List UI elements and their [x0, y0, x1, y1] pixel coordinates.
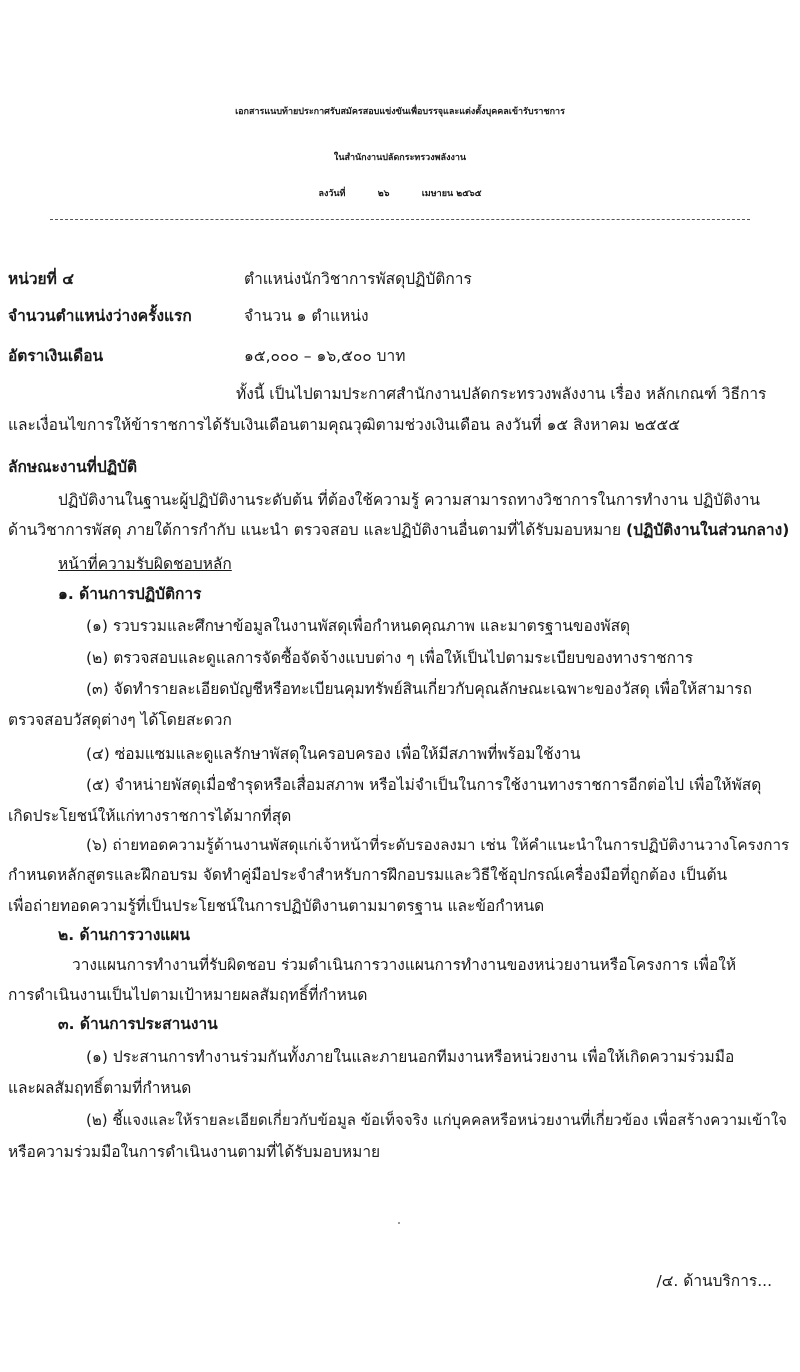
- date-month-year: เมษายน ๒๕๖๕: [421, 189, 482, 199]
- sec3-item2-line2: หรือความร่วมมือในการดำเนินงานตามที่ได้รับมอบหมาย: [8, 1143, 381, 1161]
- sec3-item1-line2: และผลสัมฤทธิ์ตามที่กำหนด: [8, 1079, 192, 1097]
- salary-label: อัตราเงินเดือน: [8, 347, 104, 365]
- job-location: (ปฏิบัติงานในส่วนกลาง): [626, 521, 790, 539]
- header-date: [0, 186, 800, 200]
- job-desc-line2: [8, 517, 789, 542]
- sec3-heading: ๓. ด้านการประสานงาน: [58, 1015, 218, 1033]
- job-desc-line1: ปฏิบัติงานในฐานะผู้ปฏิบัติงานระดับต้น ที่ต้องใช้ความรู้ ความสามารถทางวิชาการในการทำงาน ปฏิบัติงาน: [58, 491, 761, 509]
- header-title-line2: ในสำนักงานปลัดกระทรวงพลังงาน: [333, 153, 467, 163]
- sec1-item6-line3: เพื่อถ่ายทอดความรู้ที่เป็นประโยชน์ในการปฏิบัติงานตามมาตรฐาน และข้อกำหนด: [8, 897, 545, 915]
- job-heading: ลักษณะงานที่ปฏิบัติ: [8, 458, 138, 476]
- scan-speck: [398, 1222, 400, 1224]
- sec1-item5-line1: (๕) จำหน่ายพัสดุเมื่อชำรุดหรือเสื่อมสภาพ หรือไม่จำเป็นในการใช้งานทางราชการอีกต่อไป เพื่อให้พัสดุ: [86, 776, 762, 794]
- sec2-heading: ๒. ด้านการวางแผน: [58, 926, 190, 944]
- date-day: ๒๖: [377, 189, 390, 199]
- sec1-item2: (๒) ตรวจสอบและดูแลการจัดซื้อจัดจ้างแบบต่าง ๆ เพื่อให้เป็นไปตามระเบียบของทางราชการ: [86, 649, 694, 667]
- count-value: จำนวน ๑ ตำแหน่ง: [244, 307, 369, 325]
- sec1-item6-line1: (๖) ถ่ายทอดความรู้ด้านงานพัสดุแก่เจ้าหน้าที่ระดับรองลงมา เช่น ให้คำแนะนำในการปฏิบัติงานวางโครงการ: [86, 836, 790, 854]
- sec3-item1-line1: (๑) ประสานการทำงานร่วมกันทั้งภายในและภายนอกทีมงานหรือหน่วยงาน เพื่อให้เกิดความร่วมมือ: [86, 1048, 735, 1066]
- sec2-para-line1: วางแผนการทำงานที่รับผิดชอบ ร่วมดำเนินการวางแผนการทำงานของหน่วยงานหรือโครงการ เพื่อให้: [72, 956, 737, 974]
- sec1-item3-line1: (๓) จัดทำรายละเอียดบัญชีหรือทะเบียนคุมทรัพย์สินเกี่ยวกับคุณลักษณะเฉพาะของวัสดุ เพื่อให้สามารถ: [86, 680, 753, 698]
- sec2-para-line2: การดำเนินงานเป็นไปตามเป้าหมายผลสัมฤทธิ์ที่กำหนด: [8, 986, 368, 1004]
- count-label: จำนวนตำแหน่งว่างครั้งแรก: [8, 307, 192, 325]
- sec1-heading: ๑. ด้านการปฏิบัติการ: [58, 585, 202, 603]
- job-desc-text: ด้านวิชาการพัสดุ ภายใต้การกำกับ แนะนำ ตรวจสอบ และปฏิบัติงานอื่นตามที่ได้รับมอบหมาย: [8, 521, 622, 539]
- salary-note-line1: ทั้งนี้ เป็นไปตามประกาศสำนักงานปลัดกระทรวงพลังงาน เรื่อง หลักเกณฑ์ วิธีการ: [236, 385, 767, 403]
- unit-value: ตำแหน่งนักวิชาการพัสดุปฏิบัติการ: [244, 270, 472, 288]
- salary-value: ๑๕,๐๐๐ – ๑๖,๕๐๐ บาท: [244, 347, 406, 365]
- salary-note-line2: และเงื่อนไขการให้ข้าราชการได้รับเงินเดือนตามคุณวุฒิตามช่วงเงินเดือน ลงวันที่ ๑๕ สิงหาคม ๒๕๕๕: [8, 416, 680, 434]
- duties-heading: หน้าที่ความรับผิดชอบหลัก: [58, 555, 232, 573]
- sec3-item2-line1: (๒) ชี้แจงและให้รายละเอียดเกี่ยวกับข้อมูล ข้อเท็จจริง แก่บุคคลหรือหน่วยงานที่เกี่ยวข้อง เพื่อสร้างความเข้าใจ: [86, 1111, 787, 1129]
- date-label: ลงวันที่: [318, 189, 346, 199]
- header-title-line1: เอกสารแนบท้ายประกาศรับสมัครสอบแข่งขันเพื่อบรรจุและแต่งตั้งบุคคลเข้ารับราชการ: [235, 107, 565, 117]
- dashed-divider: [50, 219, 750, 220]
- sec1-item6-line2: กำหนดหลักสูตรและฝึกอบรม จัดทำคู่มือประจำสำหรับการฝึกอบรมและวิธีใช้อุปกรณ์เครื่องมือที่ถูกต้อง เป็นต้น: [8, 866, 728, 884]
- next-page-marker: /๔. ด้านบริการ...: [656, 1272, 772, 1290]
- sec1-item3-line2: ตรวจสอบวัสดุต่างๆ ได้โดยสะดวก: [8, 711, 232, 729]
- sec1-item1: (๑) รวบรวมและศึกษาข้อมูลในงานพัสดุเพื่อกำหนดคุณภาพ และมาตรฐานของพัสดุ: [86, 617, 631, 635]
- sec1-item4: (๔) ซ่อมแซมและดูแลรักษาพัสดุในครอบครอง เพื่อให้มีสภาพที่พร้อมใช้งาน: [86, 745, 581, 763]
- sec1-item5-line2: เกิดประโยชน์ให้แก่ทางราชการได้มากที่สุด: [8, 807, 292, 825]
- unit-label: หน่วยที่ ๔: [8, 270, 74, 288]
